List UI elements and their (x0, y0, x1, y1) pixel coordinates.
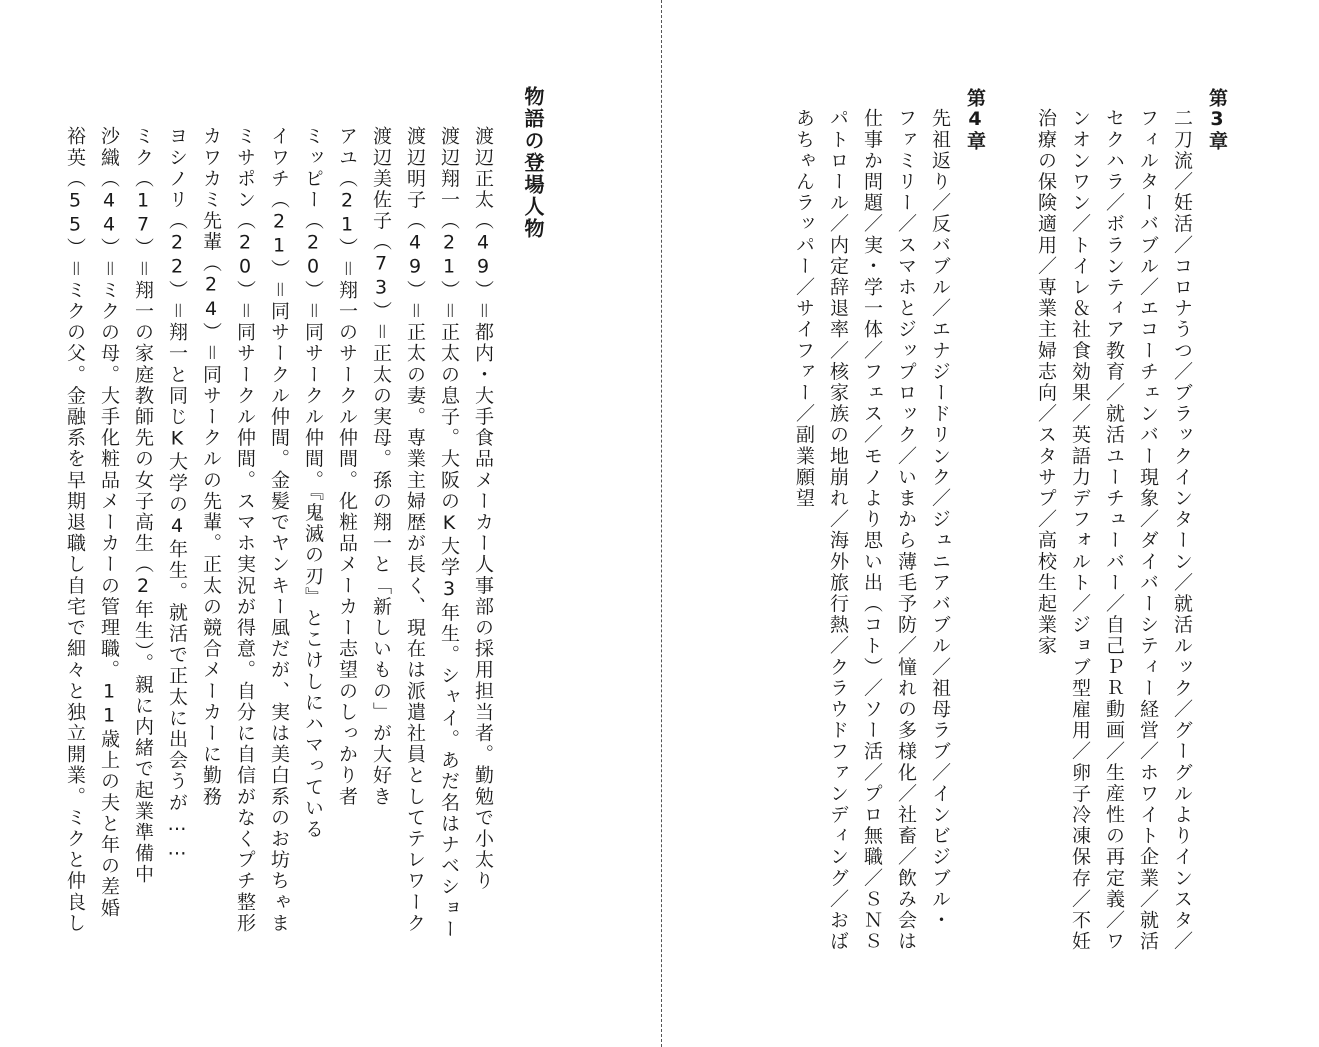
character-line: 渡辺翔一（21）＝正太の息子。大阪のK大学3年生。シャイ。あだ名はナベショー (438, 126, 460, 940)
chapter4-line: あちゃんラッパー／サイファー／副業願望 (793, 108, 815, 509)
characters-title: 物語の登場人物 (521, 86, 545, 240)
right-page (663, 0, 1319, 1047)
chapter3-line: フィルターバブル／エコーチェンバー現象／ダイバーシティー経営／ホワイト企業／就活 (1137, 108, 1159, 952)
chapter3-heading: 第3章 (1206, 88, 1228, 151)
chapter3-line: セクハラ／ボランティア教育／就活ユーチューバー／自己ＰＲ動画／生産性の再定義／ワ (1103, 108, 1125, 952)
character-line: ミッピー（20）＝同サークル仲間。『鬼滅の刃』とこけしにハマっている (302, 126, 324, 840)
chapter4-line: 先祖返り／反バブル／エナジードリンク／ジュニアバブル／祖母ラブ／インビジブル・ (929, 108, 951, 931)
character-line: 渡辺美佐子（73）＝正太の実母。孫の翔一と「新しいもの」が大好き (370, 126, 392, 808)
character-line: ヨシノリ（22）＝翔一と同じK大学の4年生。就活で正太に出会うが…… (166, 126, 188, 862)
character-line: 渡辺正太（49）＝都内・大手食品メーカー人事部の採用担当者。勤勉で小太り (472, 126, 494, 892)
page-fold-divider (661, 0, 662, 1047)
chapter4-line: ファミリー／スマホとジップロック／いまから薄毛予防／憧れの多様化／社畜／飲み会は (895, 108, 917, 952)
character-line: 渡辺明子（49）＝正太の妻。専業主婦歴が長く、現在は派遣社員としてテレワーク (404, 126, 426, 934)
chapter3-line: 二刀流／妊活／コロナうつ／ブラックインターン／就活ルック／グーグルよりインスタ／ (1171, 108, 1193, 952)
character-line: イワチ（21）＝同サークル仲間。金髪でヤンキー風だが、実は美白系のお坊ちゃま (268, 126, 290, 934)
character-line: アユ（21）＝翔一のサークル仲間。化粧品メーカー志望のしっかり者 (336, 126, 358, 808)
character-line: 裕英（55）＝ミクの父。金融系を早期退職し自宅で細々と独立開業。ミクと仲良し (64, 126, 86, 934)
character-line: ミサポン（20）＝同サークル仲間。スマホ実況が得意。自分に自信がなくプチ整形 (234, 126, 256, 934)
character-line: カワカミ先輩（24）＝同サークルの先輩。正太の競合メーカーに勤務 (200, 126, 222, 808)
chapter4-heading: 第4章 (964, 88, 986, 151)
chapter3-line: 治療の保険適用／専業主婦志向／スタサプ／高校生起業家 (1035, 108, 1057, 657)
chapter4-line: パトロール／内定辞退率／核家族の地崩れ／海外旅行熱／クラウドファンディング／おば (827, 108, 849, 952)
chapter3-line: ンオンワン／トイレ＆社食効果／英語力デフォルト／ジョブ型雇用／卵子冷凍保存／不妊 (1069, 108, 1091, 952)
chapter4-line: 仕事か問題／実・学一体／フェス／モノより思い出（コト）／ソー活／プロ無職／ＳＮＳ (861, 108, 883, 952)
character-line: ミク（17）＝翔一の家庭教師先の女子高生（2年生）。親に内緒で起業準備中 (132, 126, 154, 886)
character-line: 沙織（44）＝ミクの母。大手化粧品メーカーの管理職。11歳上の夫と年の差婚 (98, 126, 120, 919)
